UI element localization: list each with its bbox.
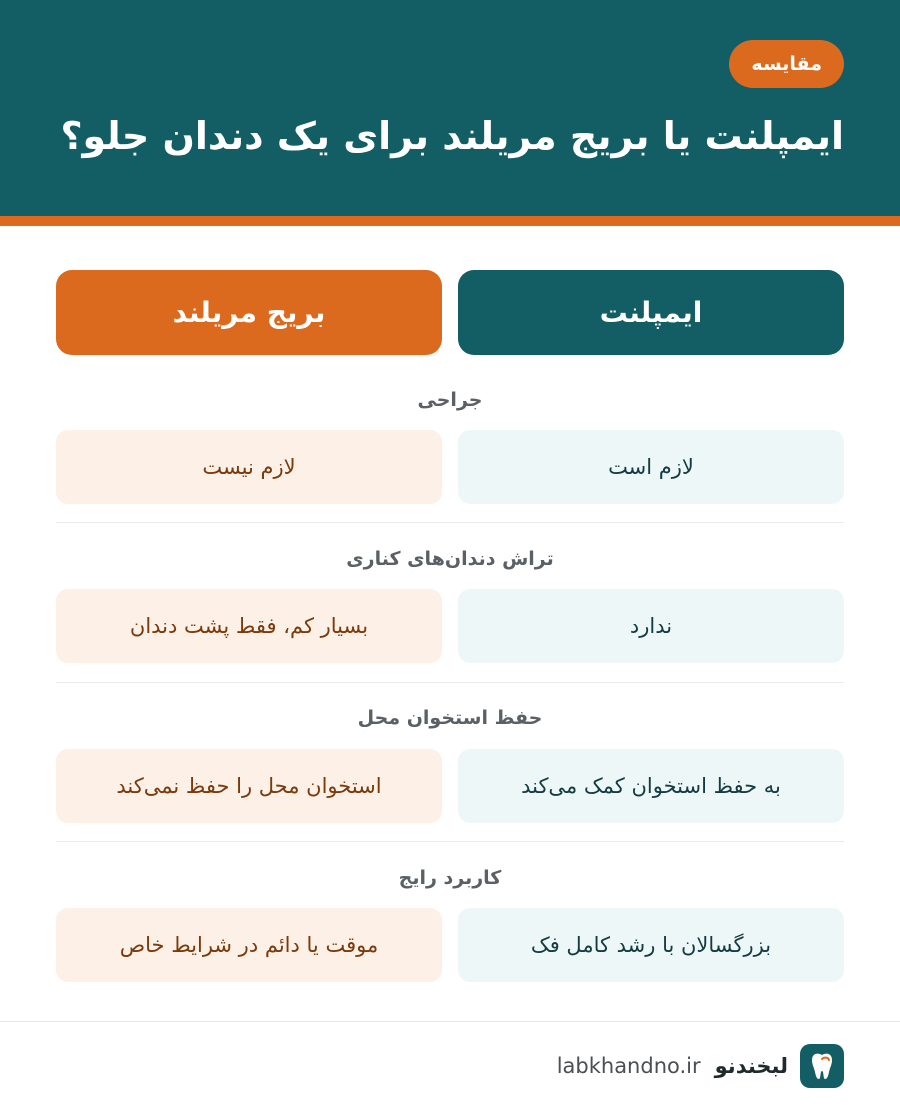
row-label-bone-preservation: حفظ استخوان محل <box>357 707 543 729</box>
footer-divider <box>0 1021 900 1022</box>
header-accent-stripe <box>0 216 900 226</box>
row-divider <box>56 522 844 523</box>
row-label-common-use: کاربرد رایج <box>398 867 502 889</box>
footer <box>557 1044 844 1088</box>
cell-implant-surgery: لازم است <box>458 430 844 504</box>
brand-name: لبخندنو <box>714 1054 788 1078</box>
row-label-surgery: جراحی <box>417 389 483 411</box>
cell-bridge-bone-preservation: استخوان محل را حفظ نمی‌کند <box>56 749 442 823</box>
cell-bridge-common-use: موقت یا دائم در شرایط خاص <box>56 908 442 982</box>
cell-bridge-adjacent-teeth-prep: بسیار کم، فقط پشت دندان <box>56 589 442 663</box>
row-label-adjacent-teeth-prep: تراش دندان‌های کناری <box>346 548 554 570</box>
cell-bridge-surgery: لازم نیست <box>56 430 442 504</box>
website-url[interactable]: labkhandno.ir <box>556 1054 701 1078</box>
cell-implant-adjacent-teeth-prep: ندارد <box>458 589 844 663</box>
column-header-bridge: بریج مریلند <box>56 270 442 355</box>
page-title: ایمپلنت یا بریج مریلند برای یک دندان جلو؟ <box>60 114 844 158</box>
column-header-implant: ایمپلنت <box>458 270 844 355</box>
row-divider <box>56 841 844 842</box>
cell-implant-bone-preservation: به حفظ استخوان کمک می‌کند <box>458 749 844 823</box>
category-badge: مقایسه <box>729 40 844 88</box>
tooth-icon <box>800 1044 844 1088</box>
row-divider <box>56 682 844 683</box>
cell-implant-common-use: بزرگسالان با رشد کامل فک <box>458 908 844 982</box>
